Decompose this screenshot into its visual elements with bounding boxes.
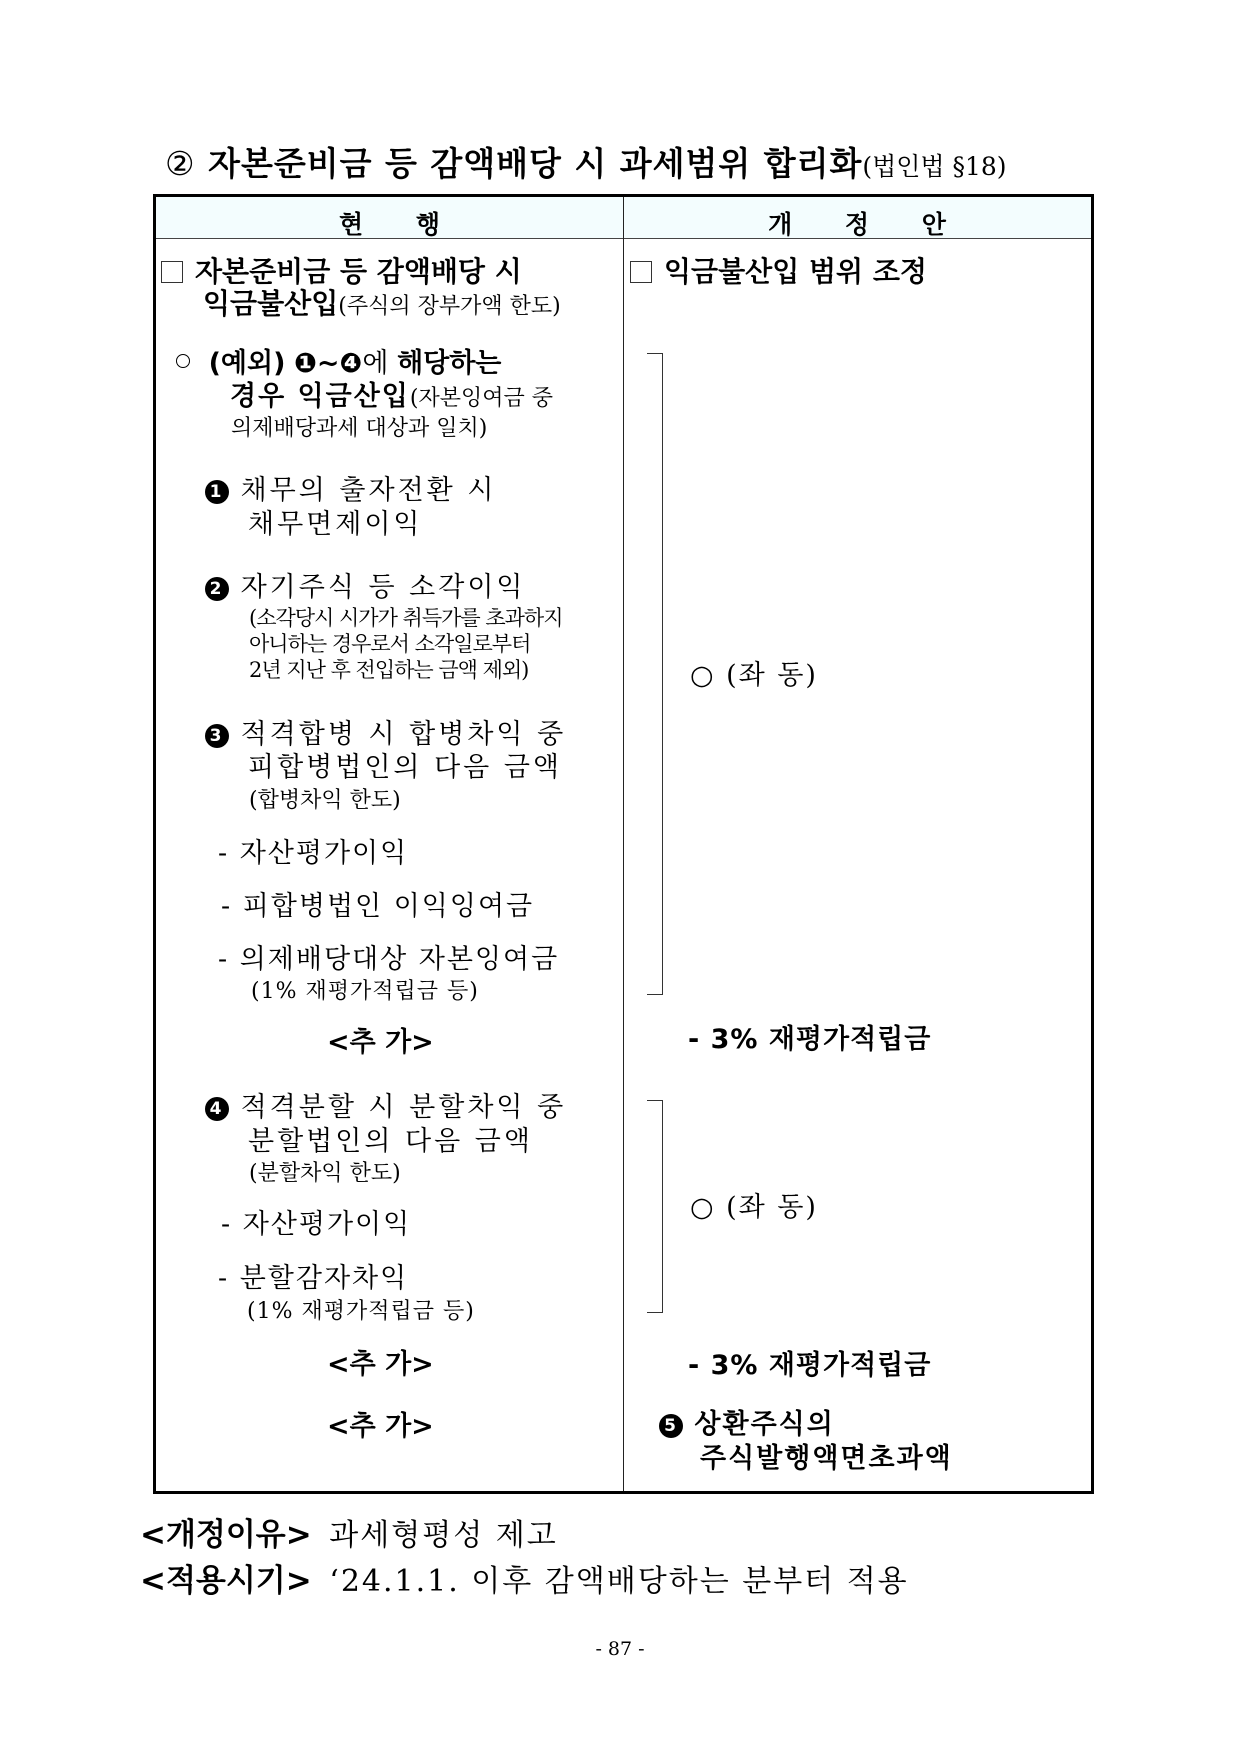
proposed-added-1: - 3% 재평가적립금 (688, 1024, 932, 1055)
current-heading-line1: 자본준비금 등 감액배당 시 (161, 258, 522, 286)
proposed-same-1: ○ (좌 동) (690, 660, 818, 691)
item-4-line1: 4 적격분할 시 분할차익 중 (205, 1094, 566, 1121)
proposed-added-2: - 3% 재평가적립금 (688, 1350, 932, 1381)
number-4-icon: 4 (205, 1097, 229, 1121)
header-current: 현 행 (338, 210, 462, 239)
item-2-line1: 2 자기주식 등 소각이익 (205, 574, 526, 601)
section-number: ② (165, 144, 196, 183)
header-proposed: 개 정 안 (768, 210, 968, 239)
proposed-heading: 익금불산입 범위 조정 (630, 258, 927, 286)
number-1-icon: 1 (205, 480, 229, 504)
checkbox-square-icon (161, 261, 183, 283)
item-2-note1: (소각당시 시가가 취득가를 초과하지 (249, 606, 563, 630)
item-4-line2: 분할법인의 다음 금액 (248, 1126, 533, 1157)
proposed-item-5-line2: 주식발행액면초과액 (700, 1443, 953, 1474)
item-3-sub-1: - 자산평가이익 (218, 838, 409, 869)
proposed-item-5-line1: 5 상환주식의 (659, 1411, 835, 1438)
item-3-line2: 피합병법인의 다음 금액 (248, 752, 562, 783)
exception-line3: 의제배당과세 대상과 일치) (231, 416, 488, 441)
revision-reason-label: <개정이유> (140, 1517, 312, 1553)
item-3-addition: <추 가> (327, 1027, 434, 1058)
effective-date-text: ‘24.1.1. 이후 감액배당하는 분부터 적용 (329, 1564, 909, 1599)
bracket-left-icon (647, 1100, 663, 1313)
revision-reason-text: 과세형평성 제고 (329, 1518, 558, 1553)
item-4-sub-1: - 자산평가이익 (221, 1209, 412, 1240)
item-2-note2: 아니하는 경우로서 소각일로부터 (249, 632, 531, 656)
current-heading-line2: 익금불산입(주식의 장부가액 한도) (203, 287, 561, 320)
checkbox-square-icon (630, 261, 652, 283)
item-2-note3: 2년 지난 후 전입하는 금액 제외) (249, 658, 529, 682)
number-5-icon: 5 (659, 1414, 683, 1438)
exception-line2: 경우 익금산입(자본잉여금 중 (230, 381, 553, 412)
item-1-line2: 채무면제이익 (248, 509, 423, 540)
law-reference: (법인법 §18) (862, 152, 1007, 181)
page-number: - 87 - (595, 1638, 645, 1660)
bracket-left-icon (647, 353, 663, 995)
item-3-sub-2: - 피합병법인 이익잉여금 (221, 891, 535, 922)
exception-line1: (예외) ❶~❹에 해당하는 (176, 350, 501, 377)
item-3-sub-3: - 의제배당대상 자본잉여금 (218, 944, 560, 975)
section-title (165, 144, 1007, 183)
item-3-subnote: (1% 재평가적립금 등) (251, 979, 479, 1004)
effective-date (140, 1563, 909, 1599)
number-2-icon: 2 (205, 577, 229, 601)
number-3-icon: 3 (205, 724, 229, 748)
item-3-note: (합병차익 한도) (249, 788, 401, 813)
item-4-subnote: (1% 재평가적립금 등) (247, 1299, 475, 1324)
revision-reason (140, 1517, 558, 1553)
item-3-line1: 3 적격합병 시 합병차익 중 (205, 721, 566, 748)
final-addition: <추 가> (327, 1411, 434, 1442)
item-4-addition: <추 가> (327, 1349, 434, 1380)
proposed-same-2: ○ (좌 동) (690, 1192, 818, 1223)
section-title-text: 자본준비금 등 감액배당 시 과세범위 합리화 (208, 144, 863, 183)
item-1-line1: 1 채무의 출자전환 시 (205, 477, 496, 504)
item-4-sub-2: - 분할감자차익 (218, 1263, 409, 1294)
range-badges: ❶~❹ (294, 348, 363, 379)
item-4-note: (분할차익 한도) (249, 1161, 401, 1186)
column-divider (623, 197, 624, 1491)
hollow-bullet-icon (176, 354, 190, 368)
effective-date-label: <적용시기> (140, 1563, 312, 1599)
